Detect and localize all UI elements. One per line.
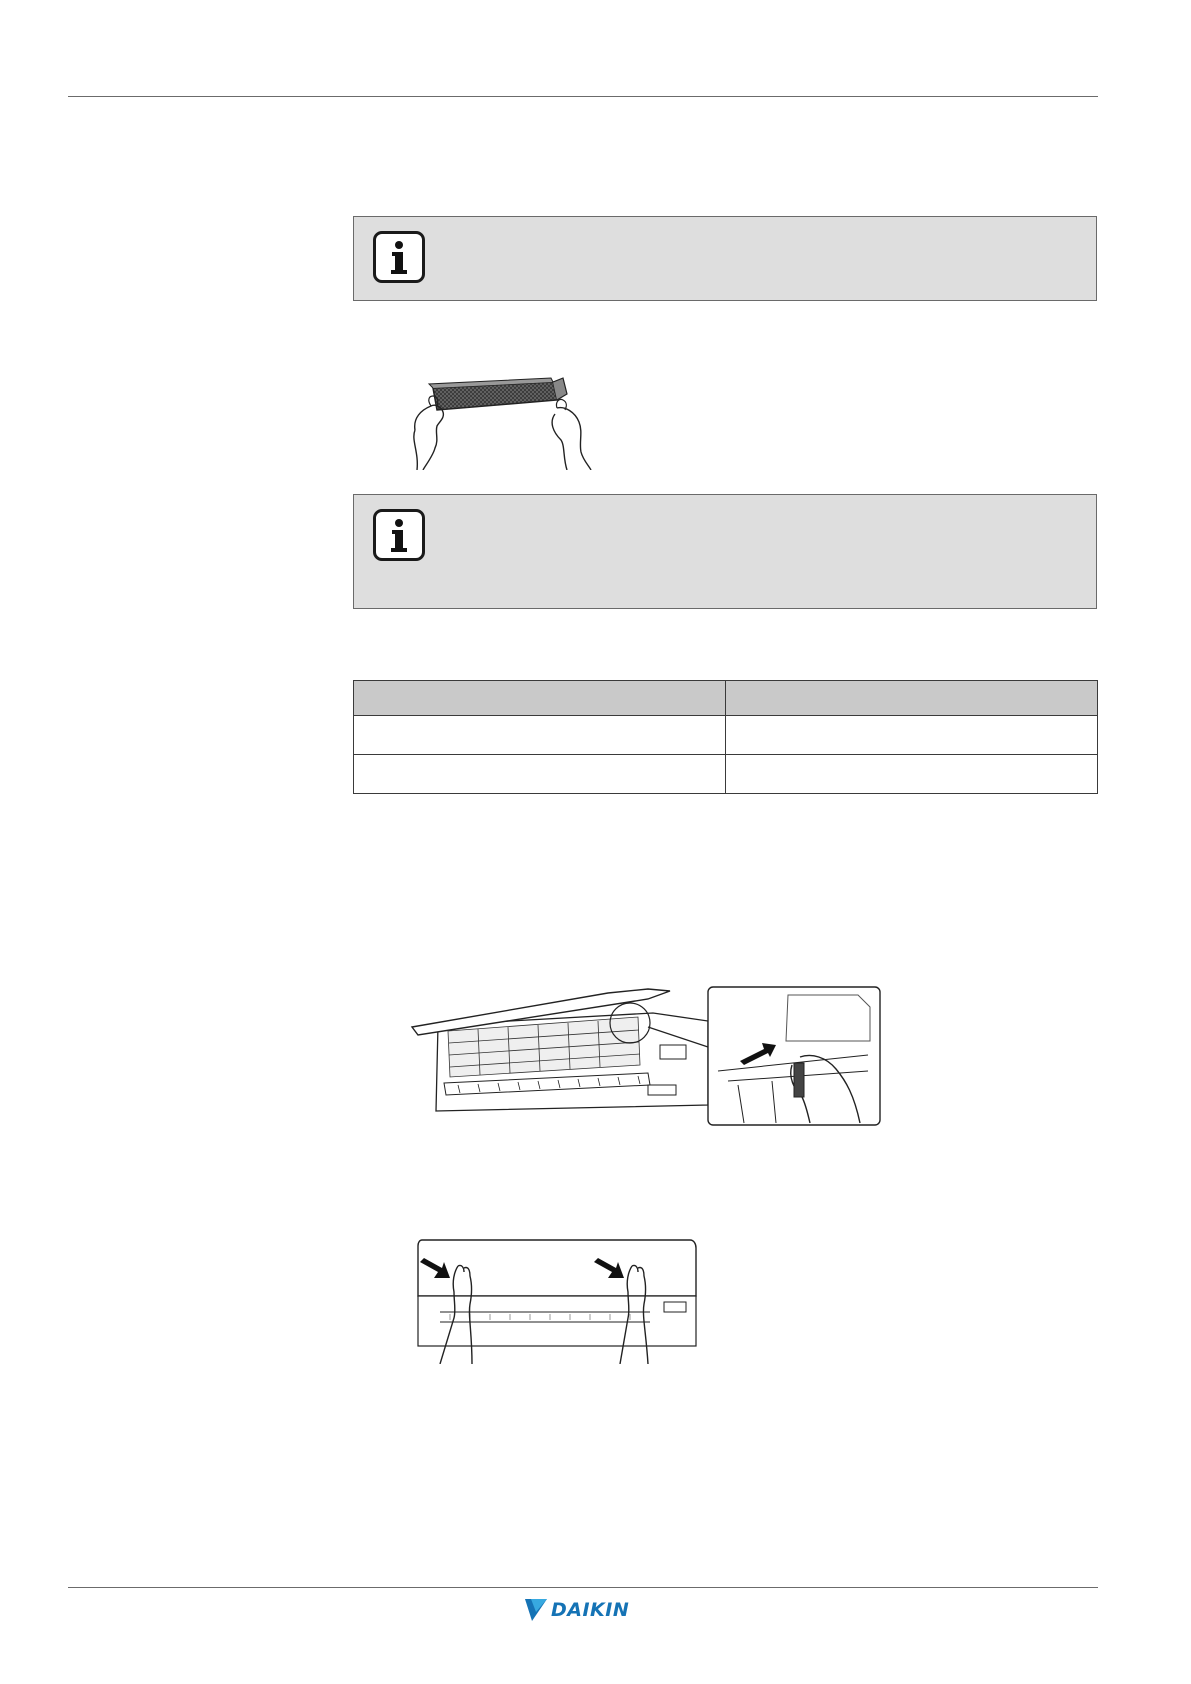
- spec-table: [353, 680, 1098, 794]
- table-header-cell: [354, 681, 726, 716]
- info-note-box: [353, 494, 1097, 609]
- table-header-cell: [726, 681, 1098, 716]
- daikin-logo: [525, 1597, 643, 1623]
- daikin-logo-mark: [525, 1598, 549, 1622]
- info-icon: [373, 231, 425, 283]
- closing-front-panel-with-hands-illustration: [410, 1232, 710, 1364]
- table-row: [354, 716, 1098, 755]
- footer-rule: [68, 1587, 1098, 1588]
- table-cell: [354, 716, 726, 755]
- info-note-box: [353, 216, 1097, 301]
- indoor-unit-open-panel-with-detail-illustration: [408, 985, 884, 1127]
- header-rule: [68, 96, 1098, 97]
- table-row: [354, 755, 1098, 794]
- table-cell: [726, 716, 1098, 755]
- info-icon: [373, 509, 425, 561]
- filter-held-by-hands-illustration: [405, 370, 600, 470]
- table-cell: [726, 755, 1098, 794]
- table-cell: [354, 755, 726, 794]
- table-header-row: [354, 681, 1098, 716]
- brand-name: DAIKIN: [551, 1599, 630, 1621]
